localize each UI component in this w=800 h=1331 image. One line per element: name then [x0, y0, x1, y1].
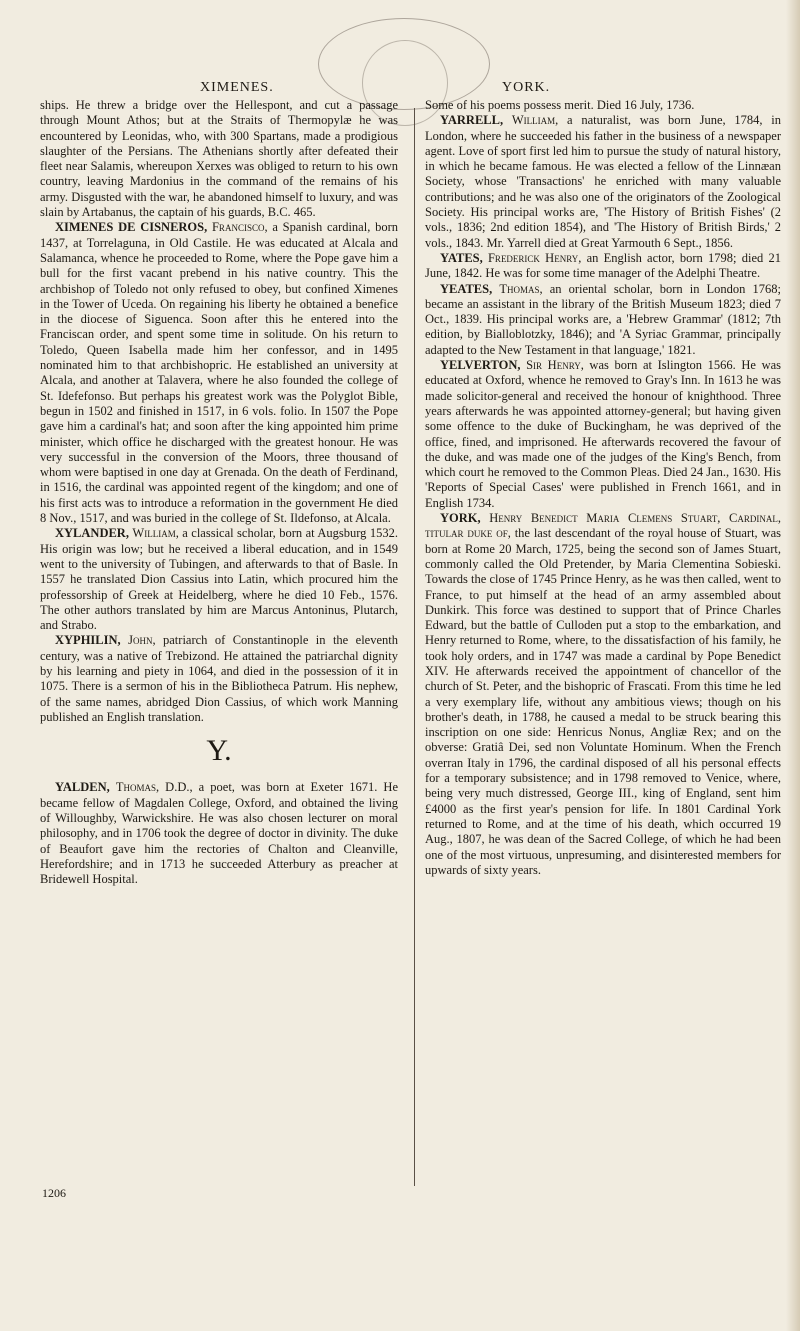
- entry-headword: XIMENES DE CISNEROS,: [55, 220, 208, 235]
- entry-text: a Spanish cardinal, born 1437, at Torrelaguna, in Old Castile. He was educated at Alcala and Salamanca, whence he proceeded to Rome, where the Pope gave him a bull for the first vacant prebend in his native country. This the archbishop of Toledo not only refused to obey, but confined Ximenes in the Tower of Uceda. On regaining his liberty he obtained a benefice in the diocese of Siguenca. Soon after this he entered into the Franciscan order, and spent some time in solitude. On his return to Toledo, Queen Isabella made him her confessor, and in 1495 nominated him to that archbishopric. He established an university at Alcala, and another at Talavera, where he also founded the college of St. Idefefonso. But perhaps his greatest work was the Polyglot Bible, begun in 1502 and finished in 1517, in 6 vols. folio. In 1507 the Pope gave him a cardinal's hat; and soon after the king appointed him prime minister, which office he discharged with the greatest honour. He was very successful in the conversion of the Moors, three thousand of whom were baptised in one day at Grenada. On the death of Ferdinand, in 1516, the cardinal was appointed regent of the kingdom; and one of his first acts was to introduce a reformation in the government He died 8 Nov., 1517, and was buried in the college of St. Ildefonso, at Alcala.: [40, 220, 398, 526]
- section-letter: Y.: [206, 734, 232, 768]
- page-number: 1206: [42, 1186, 66, 1200]
- entry-forename: Thomas,: [499, 281, 543, 296]
- entry-forename: Frederick Henry,: [487, 250, 582, 265]
- entry-text: patriarch of Constantinople in the eleventh century, was a native of Trebizond. He attained the patriarchal dignity by his learning and piety in 1064, and died in the possession of it in 1075. There is a sermon of his in the Bibliotheca Patrum. His nephew, of the same names, abridged Dion Cassius, of which work Manning published an English translation.: [40, 633, 399, 724]
- entry: [40, 220, 398, 526]
- entry-forename: Sir Henry,: [526, 358, 584, 373]
- entry: [425, 358, 781, 511]
- entry-headword: YORK,: [440, 511, 481, 526]
- entry-text: the last descendant of the royal house of Stuart, was born at Rome 20 March, 1725, being the second son of James Stuart, commonly called the Old Pretender, by Maria Clementina Sobieski. Towards the close of 1745 Prince Henry, as he was then called, went to France, to put himself at the head of an army assembled about Dunkirk. This force was destined to support that of Prince Charles Edward, but the battle of Culloden put a stop to the embarkation, and Henry returned to Rome, where, to the dissatisfaction of his family, he took holy orders, and in 1747 was made a cardinal by Pope Benedict XIV. He afterwards received the appointment of chancellor of the church of St. Peter, and the bishopric of Frascati. From this time he led a very exemplary life, without any ambitious views; though on his brother's death, in 1788, he caused a medal to be struck bearing this inscription on one side: Henricus Nonus, Angliæ Rex; and on the obverse: Gratiâ Dei, sed non Voluntate Hominum. When the French overran Italy in 1796, the cardinal disposed of all his personal effects for a temporary subsistence; and in 1798 removed to Venice, where, being very much distressed, George III., king of England, sent him £4000 as the first year's pension for life. In 1801 Cardinal York returned to Rome, and at the time of his death, which occurred 19 Aug., 1807, he was dean of the Sacred College, of which he had been one of the most virtuous, unpresuming, and disinterested members for upwards of sixty years.: [425, 526, 781, 877]
- entry-forename: William,: [132, 526, 179, 541]
- entry-forename: William,: [511, 113, 559, 128]
- entry-forename: Francisco,: [211, 220, 268, 235]
- left-column: [40, 98, 398, 888]
- entry-headword: YATES,: [440, 250, 483, 265]
- entry-text: a poet, was born at Exeter 1671. He became fellow of Magdalen College, Oxford, and obtained the living of Willoughby, Warwickshire. He was also chosen lecturer on moral philosophy, and in 1706 took the degree of doctor in divinity. The duke of Beaufort gave him the rectories of Chalton and Cleanville, Herefordshire; and in 1713 he succeeded Atterbury as preacher at Bridewell Hospital.: [40, 780, 399, 887]
- entry-forename: John,: [128, 633, 156, 648]
- entry-text: a classical scholar, born at Augsburg 1532. His origin was low; but he received a liberal education, and in 1549 went to the university of Tubingen, and afterwards to that of Basle. In 1557 he translated Dion Cassius into Latin, which procured him the professorship of Greek at Heidelberg, where he died 10 Feb., 1576. The other authors translated by him are Marcus Antoninus, Plutarch, and Strabo.: [40, 526, 399, 633]
- entry-headword: YEATES,: [440, 281, 493, 296]
- running-header-right: YORK.: [502, 80, 551, 95]
- entry: [40, 98, 398, 220]
- entry-headword: YARRELL,: [440, 113, 504, 128]
- running-header-left: XIMENES.: [200, 80, 274, 95]
- entry-headword: XYPHILIN,: [55, 633, 121, 648]
- entry: [425, 511, 781, 878]
- page-edge-shadow: [786, 0, 800, 1331]
- entry-forename: Henry Benedict Maria Clemens Stuart, Cardinal, titular duke of,: [425, 511, 781, 541]
- entry-forename: Thomas, D.D.,: [115, 780, 193, 795]
- entry-text: Some of his poems possess merit. Died 16 July, 1736.: [425, 98, 695, 112]
- right-column: [425, 98, 781, 878]
- entry-headword: YALDEN,: [55, 780, 110, 795]
- entry-headword: XYLANDER,: [55, 526, 129, 541]
- entry: [425, 282, 781, 358]
- entry: [40, 780, 398, 887]
- entry: [425, 113, 781, 251]
- entry-headword: YELVERTON,: [440, 358, 521, 373]
- entry-text: was born at Islington 1566. He was educated at Oxford, whence he removed to Gray's Inn. In 1613 he was made solicitor-general and received the honour of knighthood. Three years afterwards he was appointed attorney-general; but having given some offence to the duke of Buckingham, he was deprived of the office, fined, and imprisoned. He afterwards recovered the favour of the duke, and was made one of the judges of the King's Bench, from which court he removed to the Common Pleas. Died 24 Jan., 1630. His 'Reports of Special Cases' were published in French 1661, and in English 1734.: [425, 358, 782, 510]
- entry-text: an English actor, born 1798; died 21 June, 1842. He was for some time manager of the Adelphi Theatre.: [425, 250, 782, 281]
- entry: [425, 98, 781, 113]
- entry-text: ships. He threw a bridge over the Hellespont, and cut a passage through Mount Athos; but at the Straits of Thermopylæ he was encountered by Leonidas, who, with 300 Spartans, made a prodigious slaughter of the Persians. The Athenians shortly after defeated their fleet near Salamis, whereupon Xerxes was obliged to return to his own country, leaving Mardonius in the command of the remains of his army. Disgusted with the war, he abandoned himself to luxury, and was slain by Artabanus, the captain of his guards, B.C. 465.: [40, 98, 398, 220]
- column-divider: [414, 108, 415, 1186]
- entry-text: an oriental scholar, born in London 1768; became an assistant in the library of the British Museum 1823; died 7 Oct., 1839. His principal works are, a 'Hebrew Grammar' (1812; 7th edition, by Bialloblotzky, 1846); and 'A Syriac Grammar, principally adapted to the New Testament in that language,' 1821.: [425, 281, 781, 357]
- entry-text: a naturalist, was born June, 1784, in London, where he succeeded his father in the business of a newspaper agent. Love of sport first led him to pursue the study of natural history, in which he became famous. He was elected a fellow of the Linnæan Society, whose 'Transactions' he enriched with many valuable contributions; and he was also one of the originators of the Zoological Society. His principal works are, 'The History of British Fishes' (2 vols., 1836; 2nd edition 1854), and 'The History of British Birds,' 2 vols., 1843. Mr. Yarrell died at Great Yarmouth 6 Sept., 1856.: [425, 113, 781, 250]
- entry: [40, 526, 398, 633]
- entry: [425, 251, 781, 282]
- entry: [40, 633, 398, 725]
